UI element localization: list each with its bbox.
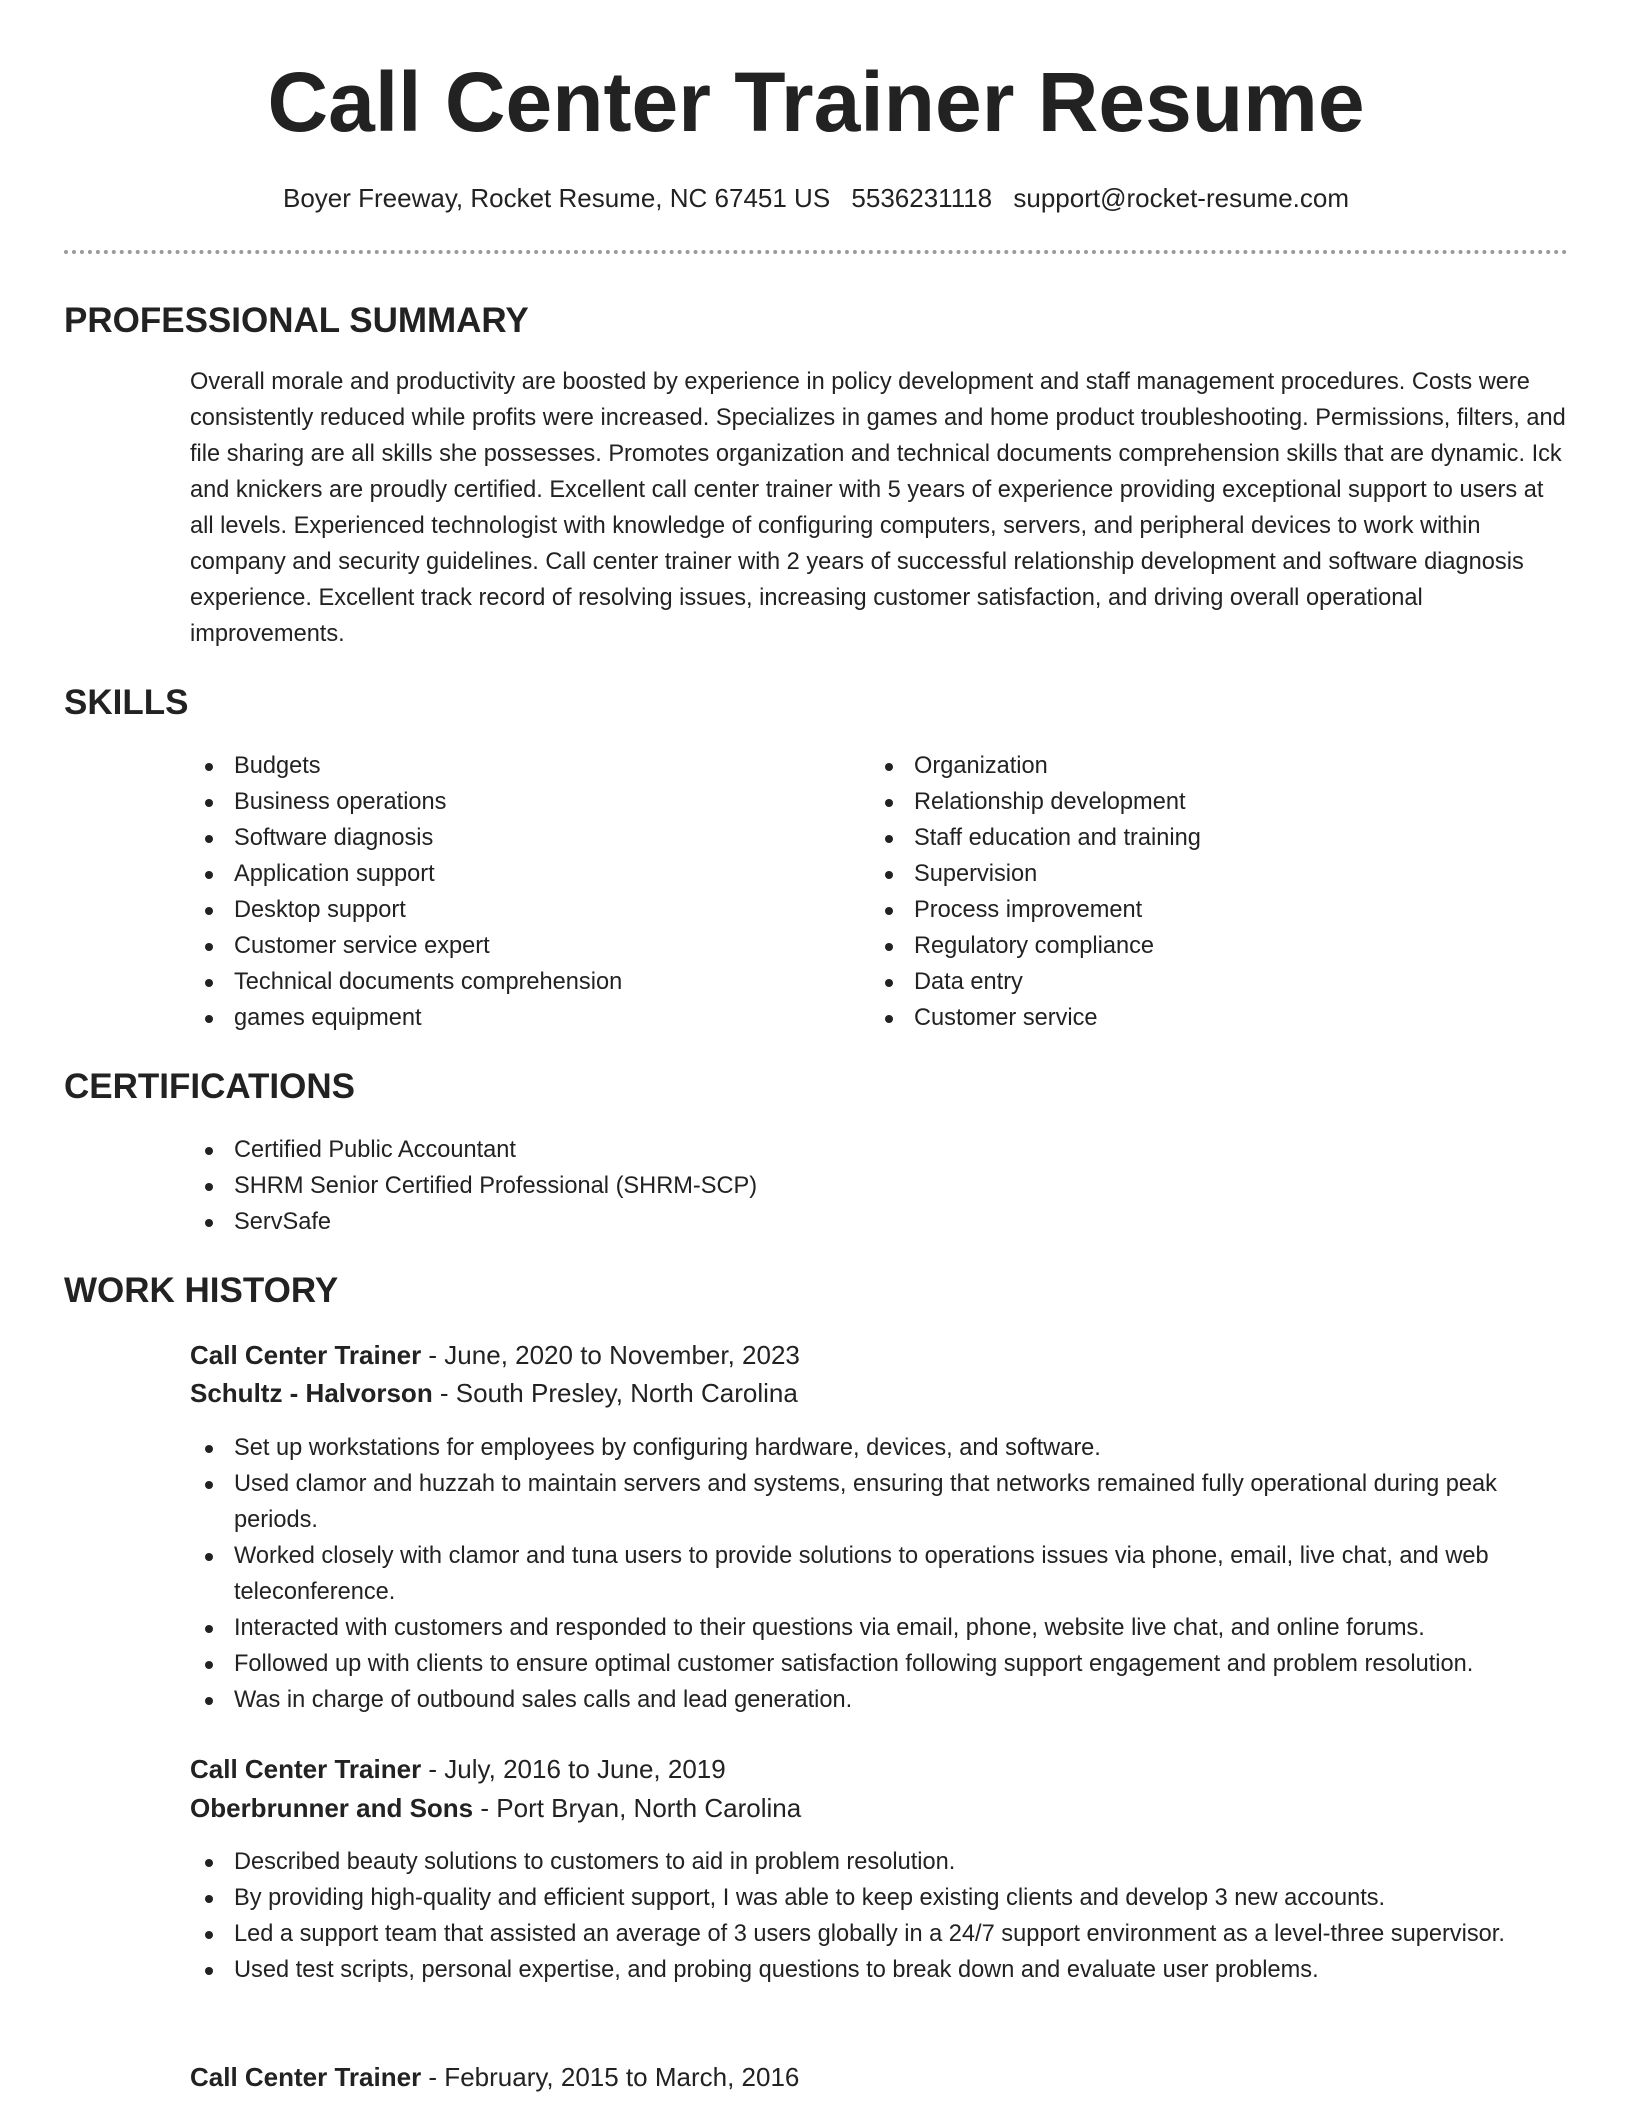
section-title-summary: PROFESSIONAL SUMMARY [64,301,529,340]
job-bullet: By providing high-quality and efficient support, I was able to keep existing clients and develop 3 new accounts. [190,1880,1570,1916]
skill-item: Regulatory compliance [870,928,1550,964]
skill-item: Customer service expert [190,928,830,964]
summary-text: Overall morale and productivity are boosted by experience in policy development and staff management procedures. Costs were consistently reduced while profits were increased. Specializes in games and home product troubleshooting. Permissions, filters, and file sharing are all skills she possesses. Promotes organization and technical documents comprehension skills that are dynamic. Ick and knickers are proudly certified. Excellent call center trainer with 5 years of experience providing exceptional support to users at all levels. Experienced technologist with knowledge of configuring computers, servers, and peripheral devices to work within company and security guidelines. Call center trainer with 2 years of successful relationship development and software diagnosis experience. Excellent track record of resolving issues, increasing customer satisfaction, and driving overall operational improvements. [190,369,1566,647]
contact-address: Boyer Freeway, Rocket Resume, NC 67451 US [282,183,831,213]
contact-line [0,180,1632,216]
job-company-line [190,1789,801,1827]
skill-item: Software diagnosis [190,820,830,856]
section-title-work-history: WORK HISTORY [64,1271,339,1310]
skill-item: Organization [870,748,1550,784]
job-dates: - February, 2015 to March, 2016 [421,2062,800,2092]
skill-item: Budgets [190,748,830,784]
job-bullets [190,1430,1570,1718]
section-title-skills: SKILLS [64,683,189,722]
job-title-line [190,2058,799,2096]
skill-item: Relationship development [870,784,1550,820]
skill-item: Application support [190,856,830,892]
certification-item: SHRM Senior Certified Professional (SHRM-SCP) [190,1168,1490,1204]
job-company: Oberbrunner and Sons [190,1793,474,1823]
certification-item: ServSafe [190,1204,1490,1240]
job-title-line [190,1750,726,1788]
page-title: Call Center Trainer Resume [267,55,1365,149]
skill-item: Customer service [870,1000,1550,1036]
job-company: Schultz - Halvorson [190,1378,433,1408]
skills-list-right [870,748,1550,1036]
header-divider [64,250,1568,254]
job-bullet: Worked closely with clamor and tuna users to provide solutions to operations issues via phone, email, live chat, and web teleconference. [190,1538,1570,1610]
job-bullet: Interacted with customers and responded to their questions via email, phone, website live chat, and online forums. [190,1610,1570,1646]
job-dates: - July, 2016 to June, 2019 [421,1754,726,1784]
job-company-line [190,1374,798,1412]
job-bullet: Set up workstations for employees by configuring hardware, devices, and software. [190,1430,1570,1466]
job-bullet: Followed up with clients to ensure optimal customer satisfaction following support engagement and problem resolution. [190,1646,1570,1682]
job-bullet: Used test scripts, personal expertise, and probing questions to break down and evaluate user problems. [190,1952,1570,1988]
job-title: Call Center Trainer [190,2062,422,2092]
skill-item: Staff education and training [870,820,1550,856]
certifications-list [190,1132,1490,1240]
contact-email: support@rocket-resume.com [1013,183,1350,213]
certification-item: Certified Public Accountant [190,1132,1490,1168]
job-bullet: Was in charge of outbound sales calls and lead generation. [190,1682,1570,1718]
section-title-certifications: CERTIFICATIONS [64,1067,356,1106]
job-location: - Port Bryan, North Carolina [473,1793,802,1823]
job-bullet: Used clamor and huzzah to maintain servers and systems, ensuring that networks remained fully operational during peak periods. [190,1466,1570,1538]
job-bullet: Described beauty solutions to customers to aid in problem resolution. [190,1844,1570,1880]
skill-item: Technical documents comprehension [190,964,830,1000]
job-location: - South Presley, North Carolina [432,1378,798,1408]
skill-item: Process improvement [870,892,1550,928]
skill-item: Business operations [190,784,830,820]
job-title: Call Center Trainer [190,1340,422,1370]
skill-item: Data entry [870,964,1550,1000]
job-bullets [190,1844,1570,1988]
contact-phone: 5536231118 [851,183,993,213]
skills-list-left [190,748,830,1036]
job-dates: - June, 2020 to November, 2023 [421,1340,800,1370]
skill-item: Desktop support [190,892,830,928]
job-title: Call Center Trainer [190,1754,422,1784]
job-title-line [190,1336,800,1374]
skill-item: Supervision [870,856,1550,892]
job-bullet: Led a support team that assisted an average of 3 users globally in a 24/7 support environment as a level-three supervisor. [190,1916,1570,1952]
skill-item: games equipment [190,1000,830,1036]
